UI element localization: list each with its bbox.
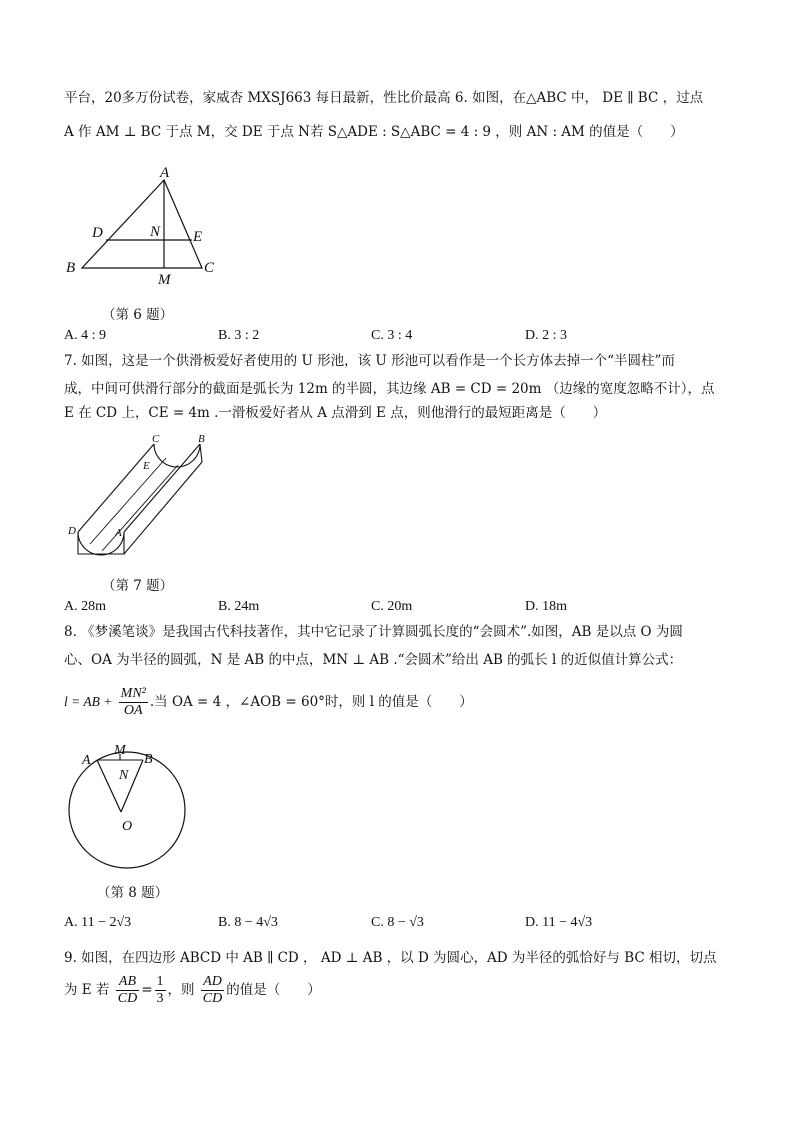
q9-frac3-den: CD bbox=[202, 991, 223, 1006]
q7-label-b: B bbox=[198, 433, 205, 445]
q7-text-line1: 7. 如图，这是一个供滑板爱好者使用的 U 形池，该 U 形池可以看作是一个长方体去掉一个“半圆柱”而 bbox=[64, 353, 675, 369]
q6-label-n: N bbox=[150, 224, 161, 240]
q8-option-c[interactable]: C. 8 − √3 bbox=[371, 915, 424, 930]
q6-caption: （第 6 题） bbox=[102, 307, 174, 323]
q8-formula-fraction bbox=[119, 686, 148, 719]
q8-text-line1: 8. 《梦溪笔谈》是我国古代科技著作，其中它记录了计算圆弧长度的“会圆术”.如图，AB 是以点 O 为圆 bbox=[64, 624, 683, 640]
q9-equals: = bbox=[141, 982, 153, 998]
q6-label-c: C bbox=[204, 260, 215, 276]
q7-label-d: D bbox=[68, 525, 76, 537]
q9-frac1-den: CD bbox=[117, 991, 138, 1006]
q9-text-line1: 9. 如图，在四边形 ABCD 中 AB ∥ CD ， AD ⊥ AB ，以 D 为圆心，AD 为半径的弧恰好与 BC 相切，切点 bbox=[64, 950, 717, 966]
q9-frac2-num: 1 bbox=[156, 974, 164, 989]
q8-option-b[interactable]: B. 8 − 4√3 bbox=[218, 915, 278, 930]
q7-text-line2: 成，中间可供滑行部分的截面是弧长为 12m 的半圆，其边缘 AB = CD = 20m （边缘的宽度忽略不计），点 bbox=[64, 381, 715, 397]
q8-label-m: M bbox=[114, 743, 126, 758]
q9-fraction-ad-cd bbox=[201, 974, 224, 1007]
q6-label-e: E bbox=[193, 229, 203, 245]
q8-formula-num: MN² bbox=[120, 686, 146, 701]
q6-text-line1: 平台，20多万份试卷，家威杏 MXSJ663 每日最新，性比价最高 6. 如图，在△ABC 中， DE ∥ BC ，过点 bbox=[64, 90, 704, 106]
q7-option-a[interactable]: A. 28m bbox=[64, 599, 106, 614]
q7-caption: （第 7 题） bbox=[102, 578, 174, 594]
q9-text-line2 bbox=[64, 972, 321, 1008]
q7-option-c[interactable]: C. 20m bbox=[371, 599, 413, 614]
q9-fraction-one-third bbox=[155, 974, 166, 1007]
q7-u-pool-figure bbox=[62, 432, 212, 564]
q9-frac2-den: 3 bbox=[156, 991, 164, 1006]
q8-label-b: B bbox=[144, 752, 153, 767]
q6-triangle-figure bbox=[60, 160, 230, 290]
q6-label-b: B bbox=[66, 260, 76, 276]
q6-option-b[interactable]: B. 3 : 2 bbox=[218, 328, 260, 343]
q6-label-d: D bbox=[92, 225, 103, 241]
q6-option-d[interactable]: D. 2 : 3 bbox=[525, 328, 567, 343]
q8-text-line2: 心、OA 为半径的圆弧，N 是 AB 的中点，MN ⊥ AB .“会圆术”给出 AB 的弧长 l 的近似值计算公式： bbox=[64, 652, 683, 668]
q7-option-b[interactable]: B. 24m bbox=[218, 599, 260, 614]
q6-label-a: A bbox=[160, 165, 170, 181]
q8-caption: （第 8 题） bbox=[97, 885, 169, 901]
q6-option-a[interactable]: A. 4 : 9 bbox=[64, 328, 106, 343]
q8-formula-line bbox=[64, 684, 473, 720]
q8-circle-figure bbox=[62, 740, 192, 872]
q8-option-d[interactable]: D. 11 − 4√3 bbox=[525, 915, 593, 930]
q8-formula-suffix: .当 OA = 4 ，∠AOB = 60°时，则 l 的值是（ ） bbox=[149, 694, 473, 710]
q8-label-n: N bbox=[119, 768, 129, 783]
q9-frac3-num: AD bbox=[201, 974, 224, 991]
q6-option-c[interactable]: C. 3 : 4 bbox=[371, 328, 413, 343]
q9-fraction-ab-cd bbox=[116, 974, 139, 1007]
q9-frac1-num: AB bbox=[116, 974, 139, 991]
q9-line2-suffix: 的值是（ ） bbox=[226, 982, 321, 998]
q8-formula-prefix: l = AB + bbox=[64, 694, 113, 709]
q9-line2-prefix: 为 E 若 bbox=[64, 982, 110, 998]
q6-label-m: M bbox=[158, 272, 171, 288]
q7-option-d[interactable]: D. 18m bbox=[525, 599, 567, 614]
q7-label-a: A bbox=[115, 527, 122, 539]
q9-line2-mid: ，则 bbox=[167, 982, 195, 998]
q8-option-a[interactable]: A. 11 − 2√3 bbox=[64, 915, 132, 930]
q7-text-line3: E 在 CD 上，CE = 4m .一滑板爱好者从 A 点滑到 E 点，则他滑行的最短距离是（ ） bbox=[64, 405, 607, 421]
q8-label-a: A bbox=[82, 753, 91, 768]
q7-label-e: E bbox=[143, 460, 150, 472]
q7-label-c: C bbox=[152, 433, 160, 445]
q6-text-line2: A 作 AM ⊥ BC 于点 M，交 DE 于点 N若 S△ADE : S△ABC = 4 : 9 ，则 AN : AM 的值是（ ） bbox=[64, 124, 684, 140]
q8-label-o: O bbox=[122, 819, 133, 834]
q8-formula-den: OA bbox=[123, 703, 143, 718]
